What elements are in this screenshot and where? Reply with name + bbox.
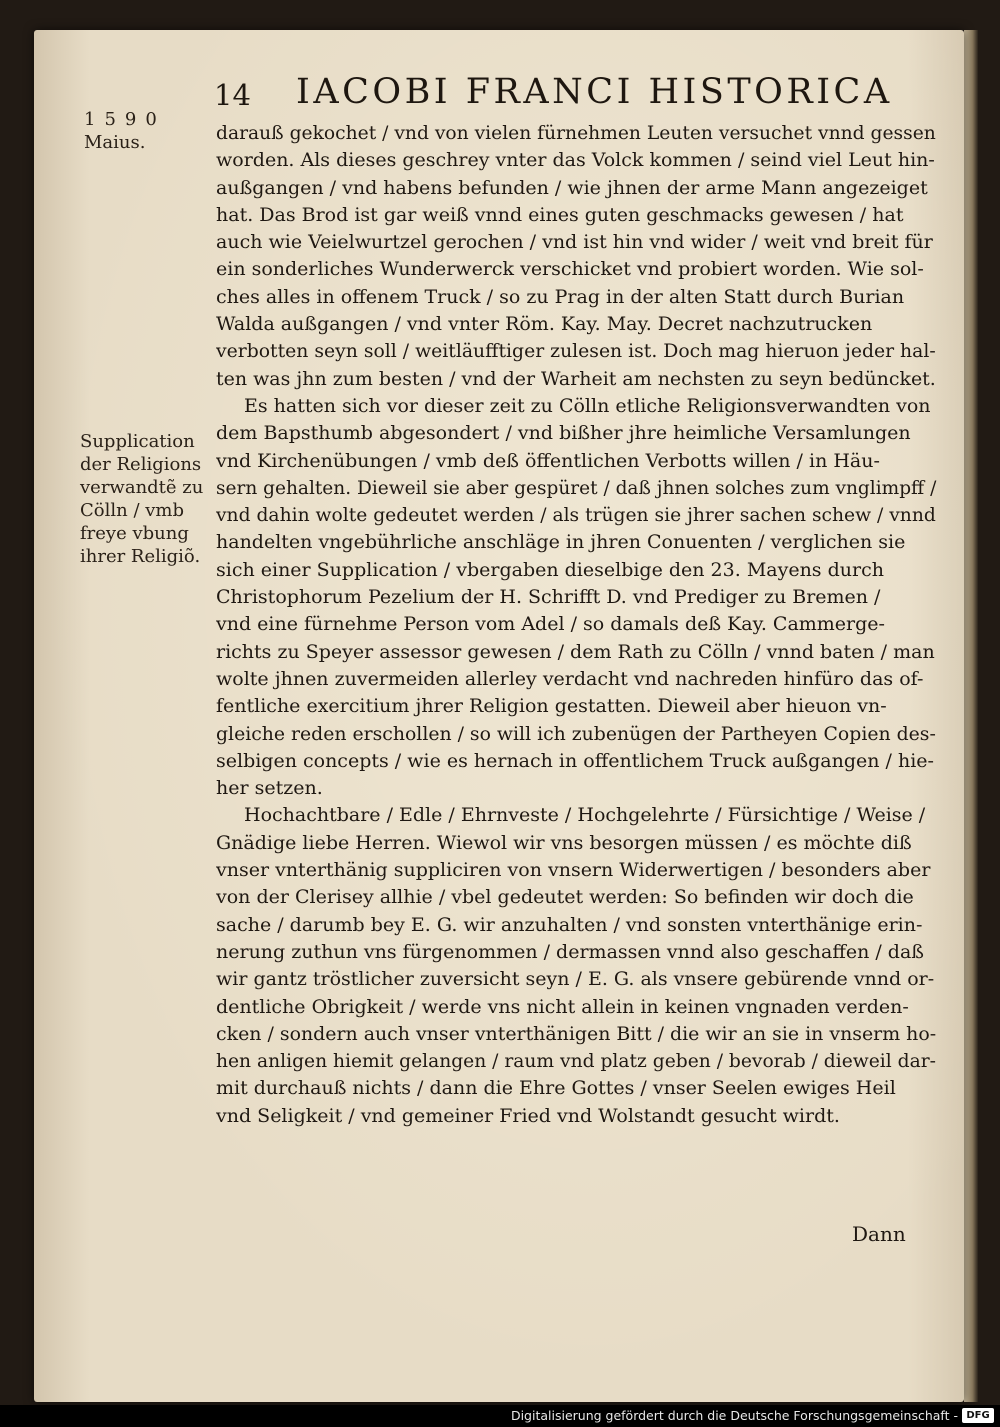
text-line: vnd eine fürnehme Person vom Adel / so damals deß Kay. Cammerge- — [216, 613, 885, 636]
text-line: ten was jhn zum besten / vnd der Warheit am nechsten zu seyn bedüncket. — [216, 367, 936, 390]
text-line: Walda außgangen / vnd vnter Röm. Kay. May. Decret nachzutrucken — [216, 313, 873, 336]
text-line: von der Clerisey allhie / vbel gedeutet werden: So befinden wir doch die — [216, 886, 914, 909]
text-line: vnser vnterthänig suppliciren von vnsern Widerwertigen / besonders aber — [216, 859, 931, 882]
margin-month: Maius. — [84, 132, 146, 153]
paragraph-start-line: Es hatten sich vor dieser zeit zu Cölln etliche Religionsverwandten von — [244, 394, 931, 417]
margin-note-line: Cölln / vmb — [80, 500, 184, 521]
text-line: außgangen / vnd habens befunden / wie jhnen der arme Mann angezeiget — [216, 176, 928, 199]
text-line: darauß gekochet / vnd von vielen fürnehmen Leuten versuchet vnnd gessen — [216, 122, 936, 144]
text-line: hat. Das Brod ist gar weiß vnnd eines guten geschmacks gewesen / hat — [216, 203, 904, 226]
catchword: Dann — [852, 1222, 906, 1246]
text-line: vnd Kirchenübungen / vmb deß öffentlichen Verbotts willen / in Häu- — [216, 449, 880, 472]
text-line: her setzen. — [216, 777, 323, 800]
text-line: sache / darumb bey E. G. wir anzuhalten / vnd sonsten vnterthänige erin- — [216, 913, 923, 936]
body-text — [216, 120, 938, 1130]
text-line: sich einer Supplication / vbergaben dieselbige den 23. Mayens durch — [216, 558, 884, 581]
text-line: wolte jhnen zuvermeiden allerley verdacht vnd nachreden hinfüro das of- — [216, 667, 924, 690]
margin-supplication-note — [80, 430, 210, 568]
text-line: mit durchauß nichts / dann die Ehre Gottes / vnser Seelen ewiges Heil — [216, 1077, 896, 1100]
text-line: hen anligen hiemit gelangen / raum vnd platz geben / bevorab / dieweil dar- — [216, 1050, 936, 1073]
text-line: cken / sondern auch vnser vnterthänigen Bitt / die wir an sie in vnserm ho- — [216, 1022, 937, 1045]
paragraph-start-line: Hochachtbare / Edle / Ehrnveste / Hochgelehrte / Fürsichtige / Weise / — [244, 804, 926, 827]
text-line: dentliche Obrigkeit / werde vns nicht allein in keinen vngnaden verden- — [216, 995, 909, 1018]
margin-year: 1590 — [84, 109, 166, 130]
text-line: vnd dahin wolte gedeutet werden / als trügen sie jhrer sachen schew / vnnd — [216, 504, 936, 527]
text-line: wir gantz tröstlicher zuversicht seyn / E. G. als vnsere gebürende vnnd or- — [216, 968, 935, 991]
text-line: nerung zuthun vns fürgenommen / dermassen vnnd also geschaffen / daß — [216, 940, 924, 963]
text-line: auch wie Veielwurtzel gerochen / vnd ist hin vnd wider / weit vnd breit für — [216, 231, 933, 254]
footer-credit: Digitalisierung gefördert durch die Deutsche Forschungsgemeinschaft - — [510, 1408, 958, 1423]
text-line: handelten vngebührliche anschläge in jhren Conuenten / verglichen sie — [216, 531, 906, 554]
text-line: Gnädige liebe Herren. Wiewol wir vns besorgen müssen / es möchte diß — [216, 831, 912, 854]
text-line: verbotten seyn soll / weitläufftiger zulesen ist. Doch mag hieruon jeder hal- — [216, 340, 936, 363]
digitization-footer — [0, 1405, 1000, 1427]
text-line: vnd Seligkeit / vnd gemeiner Fried vnd Wolstandt gesucht wirdt. — [216, 1104, 840, 1127]
text-line: worden. Als dieses geschrey vnter das Volck kommen / seind viel Leut hin- — [216, 149, 935, 172]
text-line: selbigen concepts / wie es hernach in offentlichem Truck außgangen / hie- — [216, 749, 934, 772]
margin-note-line: ihrer Religiõ. — [80, 546, 201, 567]
margin-date-note — [84, 108, 206, 154]
text-line: ches alles in offenem Truck / so zu Prag in der alten Statt durch Burian — [216, 285, 905, 308]
running-head — [214, 70, 893, 120]
text-line: sern gehalten. Dieweil sie aber gespüret / daß jhnen solches zum vnglimpff / — [216, 476, 937, 499]
text-line: fentliche exercitium jhrer Religion gestatten. Dieweil aber hieuon vn- — [216, 695, 887, 718]
text-line: richts zu Speyer assessor gewesen / dem Rath zu Cölln / vnnd baten / man — [216, 640, 935, 663]
margin-note-line: verwandtẽ zu — [80, 477, 204, 498]
running-head-title: IACOBI FRANCI HISTORICA — [296, 72, 893, 112]
page-edge — [964, 30, 978, 1402]
page-number: 14 — [214, 78, 251, 112]
text-line: ein sonderliches Wunderwerck verschicket vnd probiert worden. Wie sol- — [216, 258, 924, 281]
margin-note-line: der Religions — [80, 454, 202, 475]
text-line: gleiche reden erschollen / so will ich zubenügen der Partheyen Copien des- — [216, 722, 936, 745]
margin-note-line: freye vbung — [80, 523, 189, 544]
dfg-logo-icon: DFG — [962, 1408, 994, 1423]
margin-note-line: Supplication — [80, 431, 195, 452]
text-line: Christophorum Pezelium der H. Schrifft D. vnd Prediger zu Bremen / — [216, 586, 881, 609]
text-line: dem Bapsthumb abgesondert / vnd bißher jhre heimliche Versamlungen — [216, 422, 911, 445]
